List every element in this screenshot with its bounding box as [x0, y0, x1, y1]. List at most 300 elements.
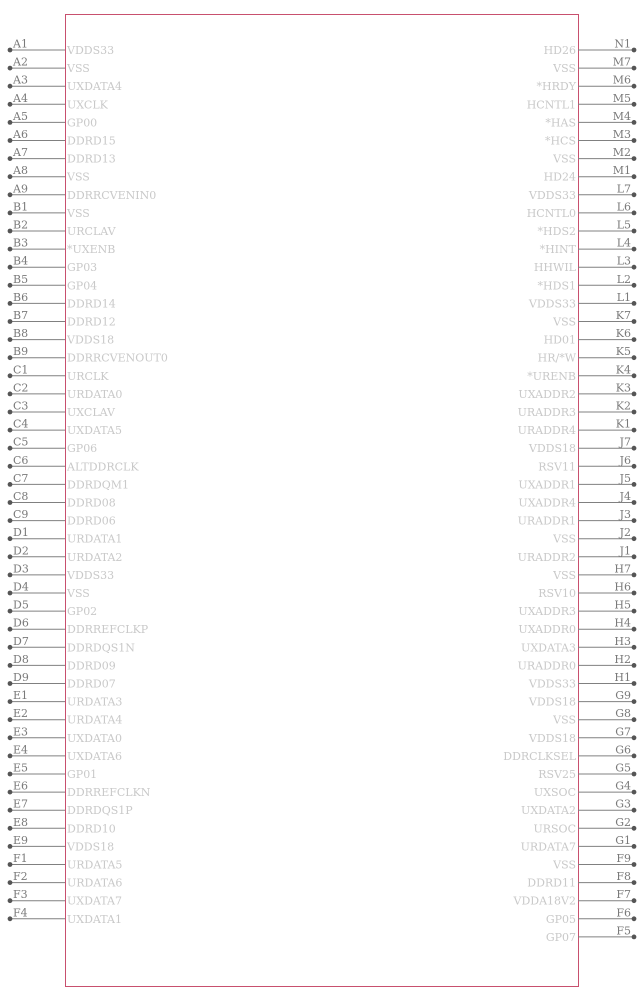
pin-C8: [8, 490, 116, 510]
pin-G2: [533, 816, 636, 836]
pin-name: GP01: [67, 768, 98, 781]
pin-name: DDRD15: [67, 134, 116, 148]
pin-endpoint-dot: [8, 627, 13, 632]
pin-endpoint-dot: [632, 265, 637, 270]
pin-endpoint-dot: [8, 84, 13, 89]
pin-L2: [538, 273, 637, 293]
pin-endpoint-dot: [632, 826, 637, 831]
pin-number: B1: [13, 200, 29, 214]
pin-E9: [8, 834, 115, 854]
pin-endpoint-dot: [632, 808, 637, 813]
pin-name: VDDS18: [528, 442, 576, 456]
pin-endpoint-dot: [632, 754, 637, 759]
pin-endpoint-dot: [632, 500, 637, 505]
pin-name: URADDR4: [517, 424, 576, 438]
pin-endpoint-dot: [8, 663, 13, 668]
pin-G4: [534, 780, 636, 800]
pin-name: GP02: [67, 605, 98, 619]
pin-A6: [8, 128, 116, 148]
pin-number: G4: [615, 779, 631, 793]
pin-J5: [518, 472, 636, 492]
pin-name: URADDR3: [517, 406, 576, 419]
pin-number: E9: [13, 833, 29, 847]
pin-endpoint-dot: [632, 464, 637, 469]
pin-number: C2: [13, 381, 29, 395]
pin-name: VSS: [553, 858, 576, 872]
pin-name: VSS: [67, 206, 90, 220]
pin-C9: [8, 508, 116, 528]
pin-endpoint-dot: [632, 355, 637, 360]
pin-B8: [8, 327, 115, 347]
pin-endpoint-dot: [632, 301, 637, 306]
pin-number: M7: [612, 55, 631, 69]
pin-endpoint-dot: [632, 192, 637, 197]
pin-G5: [538, 762, 636, 782]
pin-number: C5: [13, 435, 29, 449]
pin-endpoint-dot: [632, 663, 637, 668]
pin-endpoint-dot: [8, 174, 13, 179]
pin-number: D7: [13, 634, 29, 648]
pin-number: H1: [614, 671, 631, 684]
pin-name: DDRD12: [67, 315, 116, 329]
pin-number: A5: [13, 109, 28, 123]
pin-number: F6: [616, 906, 631, 920]
pin-F9: [552, 852, 636, 872]
pin-endpoint-dot: [8, 229, 13, 234]
pin-B5: [8, 273, 98, 293]
pin-name: ALTDDRCLK: [67, 460, 139, 474]
pin-endpoint-dot: [632, 591, 637, 596]
pin-number: E1: [13, 689, 29, 703]
pin-name: HD26: [543, 44, 576, 57]
pin-number: L7: [616, 182, 631, 196]
pin-name: VSS: [67, 587, 90, 600]
pin-name: DDRREFCLKN: [67, 786, 151, 800]
pin-number: A4: [13, 91, 28, 105]
pin-B4: [8, 255, 98, 275]
pin-endpoint-dot: [8, 862, 13, 867]
pin-endpoint-dot: [8, 373, 13, 378]
pin-name: HHWIL: [533, 261, 576, 275]
pin-number: E3: [13, 725, 29, 739]
pin-G7: [528, 725, 637, 745]
pin-number: G7: [615, 725, 631, 739]
pin-number: E4: [13, 743, 29, 757]
pin-M4: [545, 110, 636, 129]
pin-name: UXDATA3: [521, 641, 576, 655]
pin-name: GP07: [545, 930, 576, 944]
pin-number: K1: [615, 417, 631, 431]
pin-endpoint-dot: [632, 699, 637, 704]
pin-endpoint-dot: [632, 916, 637, 921]
pin-endpoint-dot: [632, 573, 637, 578]
pin-name: UXDATA2: [521, 804, 576, 818]
pin-name: URDATA6: [67, 876, 123, 890]
pin-name: DDRD06: [67, 514, 116, 528]
pin-number: E6: [13, 779, 29, 793]
pin-name: URADDR2: [517, 550, 576, 564]
pin-number: F1: [13, 852, 28, 865]
pin-name: UXADDR4: [518, 496, 576, 510]
pin-name: VDDS18: [67, 333, 115, 347]
pin-number: J1: [619, 544, 631, 558]
pin-endpoint-dot: [632, 518, 637, 523]
pin-number: M2: [612, 146, 631, 160]
pin-name: DDRD14: [67, 297, 116, 311]
pin-name: VDDS18: [528, 695, 576, 709]
pin-number: G8: [615, 707, 631, 721]
pin-A2: [8, 56, 90, 76]
pin-number: F8: [616, 870, 631, 884]
pin-C4: [8, 418, 122, 438]
pin-C5: [8, 436, 98, 456]
pin-number: B5: [13, 272, 29, 286]
pin-endpoint-dot: [8, 120, 13, 125]
pin-number: C9: [13, 508, 29, 522]
pin-name: HD01: [543, 333, 576, 347]
pin-name: URSOC: [533, 822, 576, 836]
pin-number: J2: [619, 526, 631, 540]
pin-J6: [538, 454, 636, 474]
pin-number: D9: [13, 671, 29, 684]
pin-endpoint-dot: [632, 138, 637, 143]
pin-A5: [8, 110, 98, 129]
pin-number: A3: [13, 73, 28, 87]
ic-body-outline: [66, 15, 579, 987]
pin-name: UXADDR3: [518, 605, 576, 619]
pin-endpoint-dot: [8, 265, 13, 270]
pin-name: DDRREFCLKP: [67, 623, 149, 637]
pin-number: D8: [13, 652, 29, 666]
pin-name: *HCS: [544, 134, 576, 148]
pin-number: N1: [614, 37, 631, 51]
pin-number: E7: [13, 797, 29, 811]
pin-name: URADDR0: [517, 659, 576, 673]
pin-name: UXDATA0: [67, 731, 122, 745]
pin-number: H7: [614, 562, 631, 576]
pin-endpoint-dot: [632, 247, 637, 252]
left-pin-group: [8, 38, 168, 926]
pin-D9: [8, 671, 116, 691]
pin-C3: [8, 400, 116, 420]
pin-H1: [528, 671, 637, 691]
pin-name: VDDS33: [67, 44, 115, 57]
pin-endpoint-dot: [632, 48, 637, 53]
pin-name: VSS: [553, 532, 576, 546]
pin-K5: [538, 345, 637, 365]
pin-name: *URENB: [527, 369, 576, 383]
pin-name: VSS: [553, 568, 576, 582]
pin-L5: [538, 219, 637, 239]
pin-endpoint-dot: [8, 772, 13, 777]
pin-J1: [518, 544, 637, 564]
pin-N1: [544, 38, 637, 58]
pin-endpoint-dot: [8, 699, 13, 704]
pin-number: H2: [614, 652, 631, 666]
pin-name: URDATA0: [67, 387, 123, 401]
pin-L6: [527, 200, 637, 220]
pin-number: G2: [615, 815, 631, 829]
pin-H7: [552, 562, 636, 582]
pin-endpoint-dot: [8, 645, 13, 650]
pin-name: UXCLK: [67, 98, 108, 112]
pin-name: VSS: [553, 152, 576, 166]
pin-endpoint-dot: [8, 410, 13, 415]
pin-name: VDDA18V2: [513, 894, 576, 908]
pin-number: D1: [13, 526, 29, 540]
pin-endpoint-dot: [8, 66, 13, 71]
pin-number: M1: [612, 164, 631, 178]
pin-name: GP05: [545, 912, 576, 926]
pin-K2: [518, 400, 637, 420]
pin-H2: [518, 653, 637, 673]
pin-endpoint-dot: [8, 880, 13, 885]
pin-endpoint-dot: [632, 156, 637, 161]
pin-endpoint-dot: [8, 102, 13, 107]
pin-endpoint-dot: [8, 446, 13, 451]
pin-endpoint-dot: [632, 229, 637, 234]
pin-B2: [8, 219, 117, 239]
pin-name: UXDATA4: [67, 80, 122, 94]
pin-endpoint-dot: [8, 337, 13, 342]
pin-endpoint-dot: [8, 355, 13, 360]
pin-number: A7: [13, 146, 28, 160]
pin-H5: [518, 599, 636, 619]
pin-A1: [8, 38, 115, 58]
pin-F8: [527, 870, 636, 890]
pin-number: C8: [13, 490, 29, 503]
pin-name: DDRD08: [67, 496, 116, 510]
pin-E8: [8, 816, 116, 836]
pin-number: D3: [13, 562, 29, 576]
pin-number: F3: [13, 888, 28, 902]
pin-name: VSS: [67, 170, 90, 184]
pin-number: B9: [13, 345, 29, 359]
pin-endpoint-dot: [8, 536, 13, 541]
pin-L3: [534, 255, 637, 275]
pin-number: D2: [13, 544, 29, 558]
pin-number: A8: [13, 164, 28, 178]
pin-F3: [8, 888, 122, 908]
pin-number: G3: [615, 797, 631, 811]
pin-K7: [552, 309, 636, 329]
pin-name: UXADDR2: [518, 387, 576, 401]
pin-F4: [8, 906, 122, 926]
pin-number: H4: [614, 616, 631, 630]
pin-G8: [552, 707, 636, 727]
pin-A9: [8, 182, 157, 202]
pin-B7: [8, 309, 116, 329]
pin-endpoint-dot: [632, 373, 637, 378]
pin-name: VDDS33: [528, 188, 576, 202]
pin-endpoint-dot: [8, 156, 13, 161]
pin-name: VSS: [553, 62, 576, 76]
pin-number: B7: [13, 309, 29, 322]
pin-number: G1: [615, 833, 631, 847]
pin-number: D4: [13, 580, 29, 594]
pin-number: K2: [615, 399, 631, 413]
pin-endpoint-dot: [8, 500, 13, 505]
pin-K3: [518, 381, 636, 401]
pin-endpoint-dot: [8, 192, 13, 197]
pin-name: UXDATA1: [67, 912, 122, 926]
pin-A4: [8, 92, 109, 112]
pin-endpoint-dot: [632, 609, 637, 614]
pin-name: DDRDQS1P: [67, 804, 133, 818]
pin-name: VDDS18: [528, 731, 576, 745]
pin-number: A6: [13, 128, 28, 141]
pin-endpoint-dot: [632, 772, 637, 777]
pin-name: RSV10: [538, 587, 576, 600]
pin-name: DDRD07: [67, 677, 116, 691]
pin-H6: [538, 581, 636, 601]
pin-endpoint-dot: [8, 754, 13, 759]
pin-name: DDRRCVENIN0: [67, 188, 157, 202]
pin-endpoint-dot: [632, 392, 637, 397]
pin-name: VDDS33: [528, 297, 576, 311]
pin-name: URADDR1: [517, 514, 576, 528]
pin-K1: [518, 418, 637, 438]
pin-M1: [544, 164, 637, 184]
right-pin-group: [503, 38, 636, 944]
pin-endpoint-dot: [8, 898, 13, 903]
pin-name: DDRDQS1N: [67, 641, 135, 655]
pin-endpoint-dot: [8, 826, 13, 831]
pin-A7: [8, 146, 116, 166]
pin-number: L5: [616, 218, 631, 232]
pin-E5: [8, 762, 98, 782]
pin-endpoint-dot: [8, 301, 13, 306]
pin-endpoint-dot: [8, 609, 13, 614]
pin-name: VDDS33: [67, 568, 115, 582]
pin-endpoint-dot: [632, 410, 637, 415]
pin-name: DDRCLKSEL: [503, 749, 576, 763]
pin-endpoint-dot: [8, 283, 13, 288]
pin-endpoint-dot: [8, 735, 13, 740]
pin-endpoint-dot: [8, 138, 13, 143]
pin-name: VDDS33: [528, 677, 576, 691]
pin-endpoint-dot: [8, 319, 13, 324]
pin-K6: [544, 327, 637, 347]
pin-number: B2: [13, 218, 29, 232]
pin-number: C7: [13, 471, 29, 485]
pin-G6: [503, 743, 636, 763]
pin-endpoint-dot: [632, 790, 637, 795]
pin-D8: [8, 653, 116, 673]
pin-number: C1: [13, 363, 29, 377]
pin-name: UXCLAV: [67, 406, 115, 419]
pin-endpoint-dot: [632, 102, 637, 107]
pin-D6: [8, 617, 149, 637]
pin-G9: [528, 689, 637, 709]
pin-number: E8: [13, 815, 29, 829]
pin-name: *HRDY: [536, 80, 576, 94]
pin-name: HCNTL0: [526, 206, 576, 220]
pin-endpoint-dot: [632, 319, 637, 324]
pin-J4: [518, 490, 636, 510]
pin-B9: [8, 345, 168, 365]
pin-F7: [513, 888, 637, 908]
pin-number: H6: [614, 580, 631, 594]
pin-name: DDRD11: [527, 876, 576, 890]
pin-E6: [8, 780, 151, 800]
pin-number: L6: [616, 200, 631, 214]
pin-M7: [552, 56, 636, 76]
pin-endpoint-dot: [632, 66, 637, 71]
pin-number: G5: [615, 761, 631, 775]
pin-number: B8: [13, 327, 29, 341]
pin-A8: [8, 164, 90, 184]
pin-number: C3: [13, 399, 29, 413]
pin-endpoint-dot: [632, 935, 637, 940]
pin-name: HR/*W: [537, 351, 576, 365]
pin-M3: [545, 128, 636, 148]
pin-endpoint-dot: [632, 84, 637, 89]
pin-endpoint-dot: [632, 627, 637, 632]
pin-name: URDATA2: [67, 550, 123, 564]
pin-name: RSV11: [538, 460, 576, 474]
pin-name: UXADDR1: [518, 478, 576, 492]
pin-B3: [8, 237, 116, 257]
pin-endpoint-dot: [632, 554, 637, 559]
pin-number: D6: [13, 616, 29, 630]
pin-M5: [527, 92, 637, 112]
pin-name: VSS: [67, 62, 90, 76]
pin-number: M4: [612, 109, 631, 123]
pin-endpoint-dot: [8, 211, 13, 216]
pin-endpoint-dot: [8, 48, 13, 53]
pin-number: M6: [612, 73, 631, 87]
pin-number: C4: [13, 417, 29, 431]
pin-endpoint-dot: [632, 120, 637, 125]
pin-endpoint-dot: [8, 247, 13, 252]
pin-number: L4: [616, 236, 631, 250]
pin-D4: [8, 581, 90, 601]
pin-name: GP04: [67, 279, 98, 293]
pin-endpoint-dot: [632, 862, 637, 867]
pin-name: *UXENB: [67, 243, 116, 257]
pin-C7: [8, 472, 129, 492]
pin-name: VSS: [553, 315, 576, 329]
pin-B1: [8, 200, 90, 220]
pin-name: RSV25: [538, 768, 576, 781]
pin-name: URCLK: [67, 369, 109, 383]
pin-name: DDRD10: [67, 822, 116, 836]
pin-number: J3: [619, 508, 631, 522]
pin-endpoint-dot: [8, 790, 13, 795]
pin-number: J4: [619, 490, 631, 503]
pin-endpoint-dot: [632, 428, 637, 433]
pin-number: L1: [616, 290, 631, 304]
pin-name: UXADDR0: [518, 623, 576, 637]
pin-number: H3: [614, 634, 631, 648]
pin-number: A1: [13, 37, 28, 51]
pin-name: VDDS18: [67, 840, 115, 854]
pin-endpoint-dot: [8, 916, 13, 921]
pin-endpoint-dot: [8, 392, 13, 397]
pin-name: GP00: [67, 116, 98, 130]
pin-name: URDATA4: [67, 713, 123, 727]
pin-C6: [8, 454, 140, 474]
pin-name: *HINT: [539, 243, 576, 257]
pin-number: B4: [13, 254, 29, 268]
pin-H4: [518, 617, 636, 637]
pin-number: B3: [13, 236, 29, 250]
pin-endpoint-dot: [8, 808, 13, 813]
pin-name: DDRDQM1: [67, 478, 130, 492]
pin-endpoint-dot: [632, 536, 637, 541]
pin-L1: [528, 291, 637, 311]
